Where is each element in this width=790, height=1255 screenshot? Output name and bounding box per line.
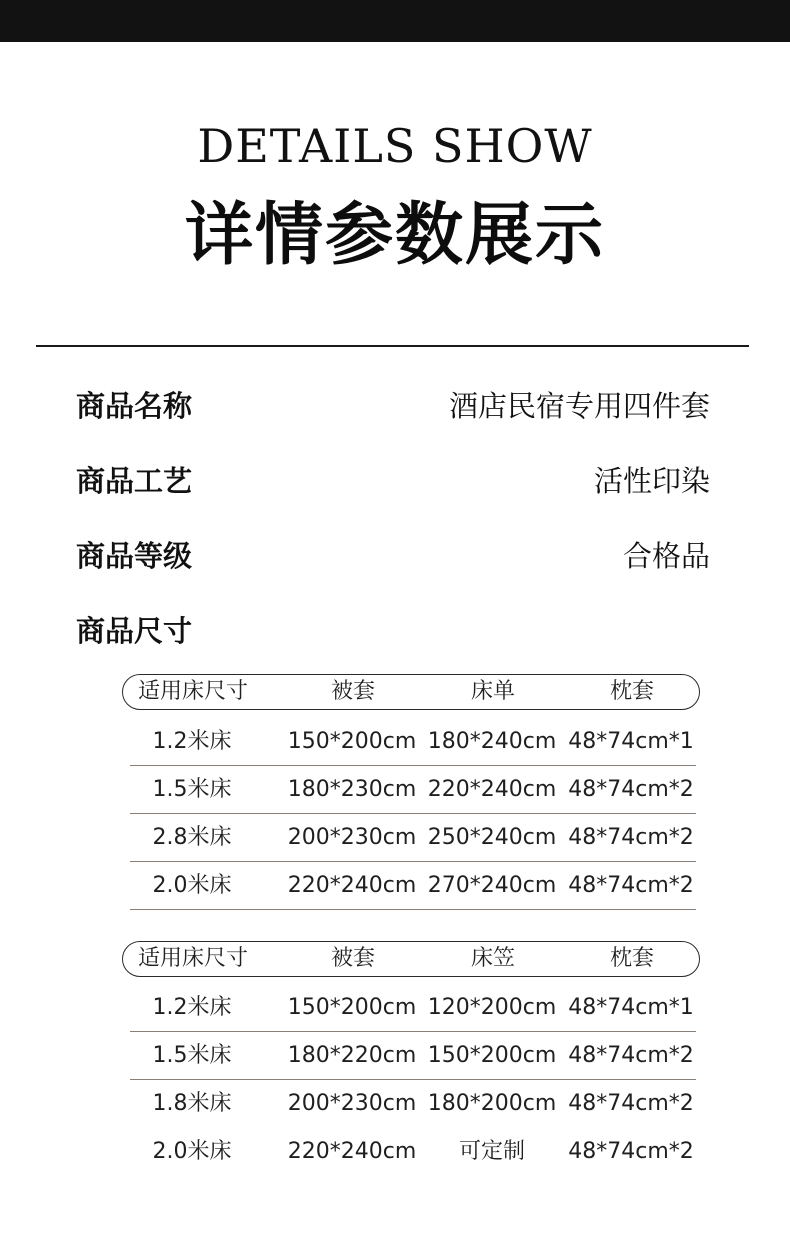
table-row (130, 814, 696, 862)
table-row (130, 766, 696, 814)
size-table-2 (122, 941, 700, 1176)
table-cell: 48*74cm*2 (568, 777, 694, 802)
header-cell: 枕套 (609, 946, 654, 971)
table-row (130, 862, 696, 910)
spec-row-name (76, 384, 710, 428)
table-cell: 可定制 (458, 1139, 525, 1164)
spec-value: 合格品 (622, 539, 710, 573)
table-cell: 150*200cm (287, 729, 417, 754)
table-cell: 180*200cm (427, 1091, 557, 1116)
table-cell: 150*200cm (287, 995, 417, 1020)
spec-label: 商品名称 (76, 389, 193, 423)
table-cell: 180*240cm (427, 729, 557, 754)
table-cell: 250*240cm (427, 825, 557, 850)
header-cell: 枕套 (609, 679, 654, 704)
table-cell: 48*74cm*2 (568, 1043, 694, 1068)
top-bar (0, 0, 790, 42)
table-cell: 200*230cm (287, 825, 417, 850)
spec-label: 商品等级 (76, 539, 193, 573)
table-cell: 270*240cm (427, 873, 557, 898)
english-title: DETAILS SHOW (197, 119, 593, 173)
spec-value: 活性印染 (593, 464, 710, 498)
divider (36, 345, 749, 347)
chinese-title: 详情参数展示 (184, 196, 605, 275)
table-header (122, 674, 700, 710)
table-cell: 120*200cm (427, 995, 557, 1020)
table-cell: 1.2米床 (152, 995, 232, 1020)
table-cell: 48*74cm*2 (568, 825, 694, 850)
table-cell: 48*74cm*2 (568, 1139, 694, 1164)
spec-row-size (76, 609, 710, 653)
header-cell: 适用床尺寸 (137, 679, 248, 704)
table-row (130, 1032, 696, 1080)
header-cell: 被套 (330, 946, 375, 971)
table-cell: 48*74cm*2 (568, 873, 694, 898)
table-cell: 180*220cm (287, 1043, 417, 1068)
header-cell: 适用床尺寸 (137, 946, 248, 971)
table-cell: 48*74cm*2 (568, 1091, 694, 1116)
table-row (130, 718, 696, 766)
table-cell: 200*230cm (287, 1091, 417, 1116)
table-cell: 48*74cm*1 (568, 995, 694, 1020)
table-cell: 1.5米床 (152, 1043, 232, 1068)
spec-label: 商品工艺 (76, 464, 193, 498)
spec-value: 酒店民宿专用四件套 (448, 389, 710, 423)
header-cell: 床单 (470, 679, 515, 704)
table-cell: 2.8米床 (152, 825, 232, 850)
table-cell: 150*200cm (427, 1043, 557, 1068)
spec-row-craft (76, 459, 710, 503)
table-cell: 2.0米床 (152, 873, 232, 898)
header-cell: 床笠 (470, 946, 515, 971)
header-cell: 被套 (330, 679, 375, 704)
table-cell: 180*230cm (287, 777, 417, 802)
table-row (130, 984, 696, 1032)
table-cell: 220*240cm (287, 1139, 417, 1164)
table-cell: 48*74cm*1 (568, 729, 694, 754)
table-cell: 220*240cm (287, 873, 417, 898)
table-cell: 2.0米床 (152, 1139, 232, 1164)
spec-row-grade (76, 534, 710, 578)
spec-label: 商品尺寸 (76, 614, 193, 648)
table-row (130, 1080, 696, 1128)
table-cell: 220*240cm (427, 777, 557, 802)
table-cell: 1.2米床 (152, 729, 232, 754)
size-table-1 (122, 674, 700, 910)
table-header (122, 941, 700, 977)
table-row (130, 1128, 696, 1176)
table-cell: 1.5米床 (152, 777, 232, 802)
table-cell: 1.8米床 (152, 1091, 232, 1116)
